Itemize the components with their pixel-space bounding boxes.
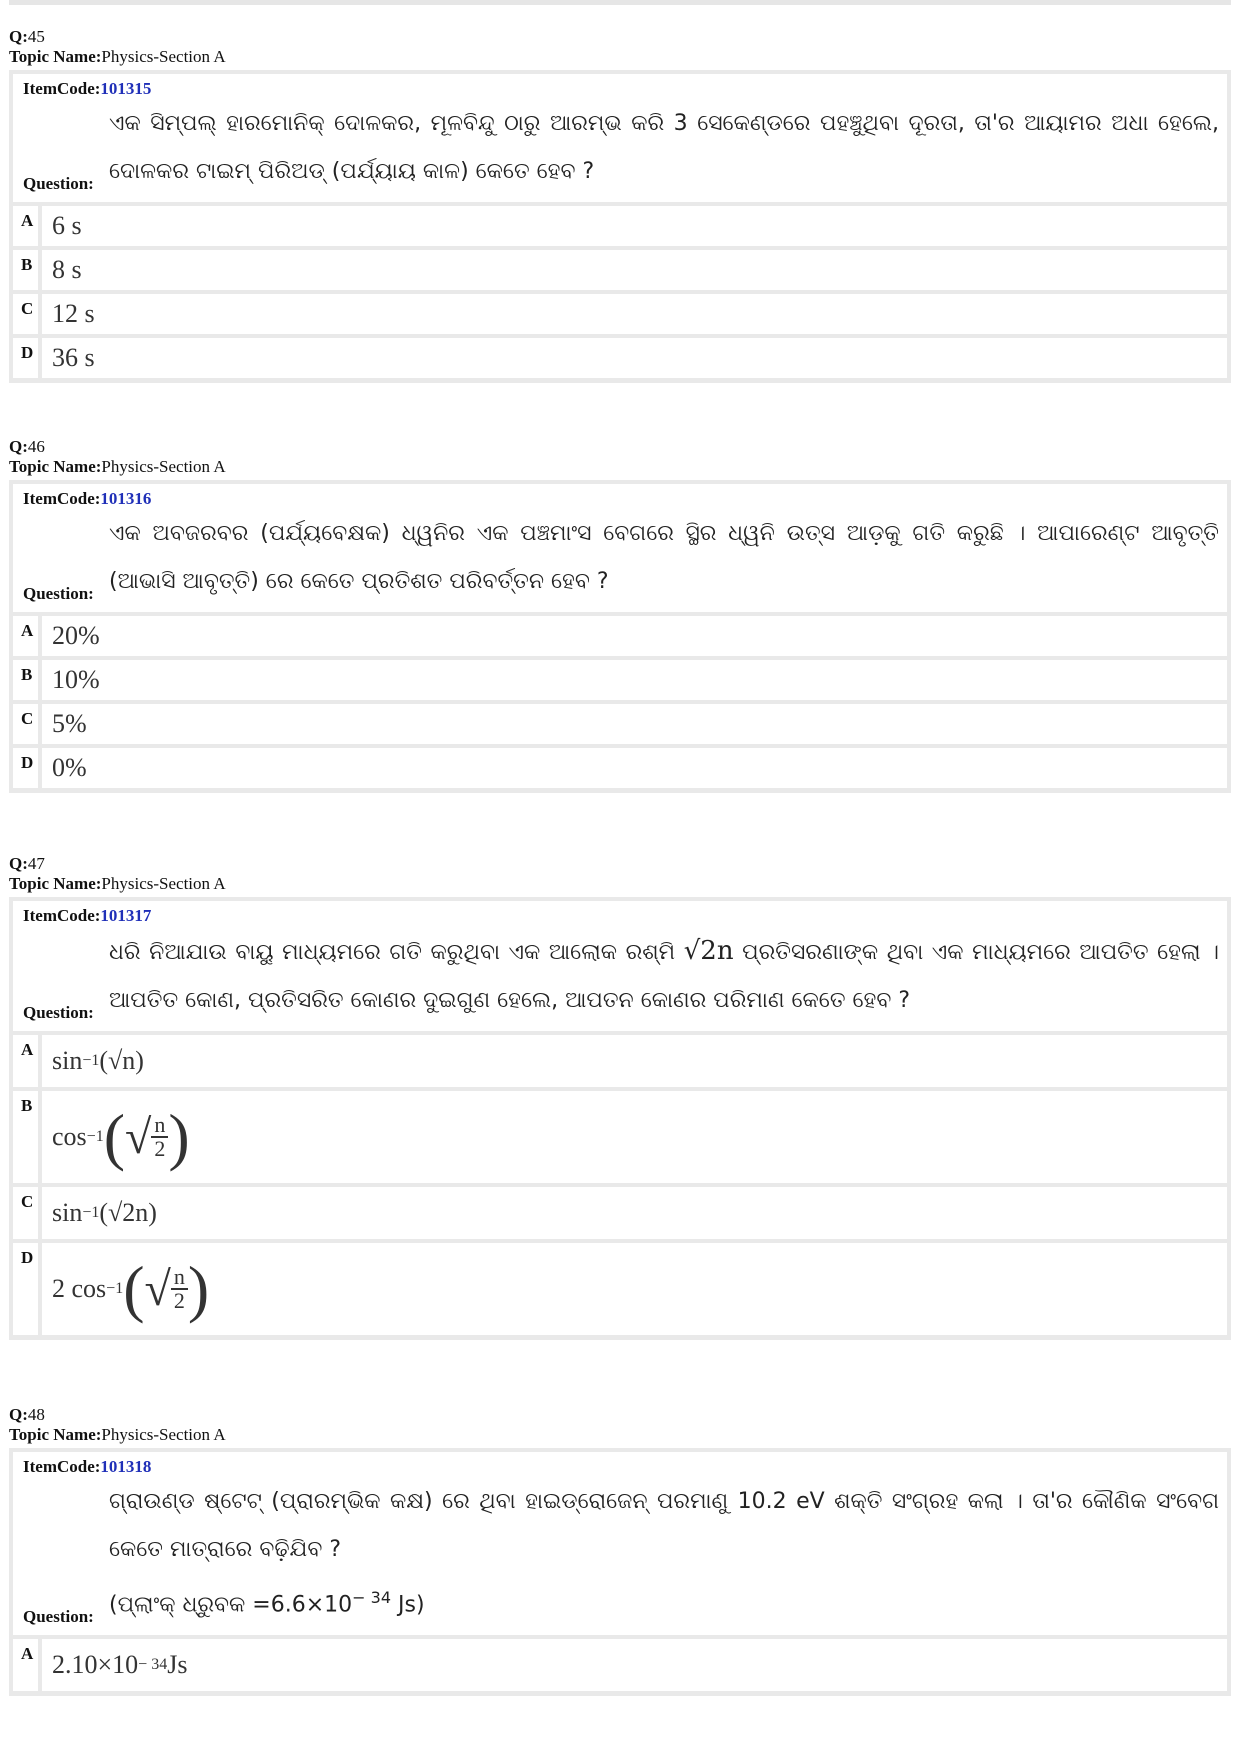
- option-a[interactable]: [13, 1639, 1227, 1691]
- question-text: ଗ୍ରାଉଣ୍ଡ ଷ୍ଟେଟ୍ (ପ୍ରାରମ୍ଭିକ କକ୍ଷ) ରେ ଥିବା ହାଇଡ୍ରୋଜେନ୍ ପରମାଣୁ 10.2 eV ଶକ୍ତି ସଂଗ୍ରହ କଲା । ତା'ର କୌଣିକ ସଂବେଗ କେତେ ମାତ୍ରାରେ ବଢ଼ିଯିବ ? (ପ୍ଲାଂକ୍ ଧ୍ରୁବକ $=6.6\times 10^{- 34}$ Js): [109, 1478, 1219, 1629]
- option-value: 2 cos −1 ( √ $\frac{n}{2}$ ): [52, 1253, 210, 1324]
- option-d[interactable]: [13, 338, 1227, 378]
- question-label: Question:: [23, 174, 94, 193]
- option-a[interactable]: [13, 1035, 1227, 1087]
- refractive-index-expression: √2n: [683, 936, 734, 966]
- item-code: ItemCode:101318: [23, 1457, 152, 1476]
- option-d[interactable]: [13, 1243, 1227, 1335]
- question-stem: [13, 901, 1227, 1031]
- question-label: Question:: [23, 584, 94, 603]
- option-b[interactable]: [13, 660, 1227, 700]
- question-block-45: [9, 27, 1231, 383]
- topic-name: Topic Name:Physics-Section A: [9, 47, 226, 66]
- question-text: ଏକ ସିମ୍ପଲ୍ ହାରମୋନିକ୍ ଦୋଳକର, ମୂଳବିନ୍ଦୁ ଠାରୁ ଆରମ୍ଭ କରି 3 ସେକେଣ୍ଡରେ ପହଞ୍ଚୁଥିବା ଦୂରତା, ତା'ର ଆୟାମର ଅଧା ହେଲେ, ଦୋଳକର ଟାଇମ୍ ପିରିଅଡ୍ (ପର୍ଯ୍ୟାୟ କାଳ) କେତେ ହେବ ?: [109, 111, 1219, 184]
- option-value: 0%: [52, 753, 87, 782]
- option-letter: D: [13, 1243, 42, 1335]
- question-text: ଧରି ନିଆଯାଉ ବାୟୁ ମାଧ୍ୟମରେ ଗତି କରୁଥିବା ଏକ ଆଲୋକ ରଶ୍ମି √2n ପ୍ରତିସରଣାଙ୍କ ଥିବା ଏକ ମାଧ୍ୟମରେ ଆପତିତ ହେଲା । ଆପତିତ କୋଣ, ପ୍ରତିସରିତ କୋଣର ଦୁଇଗୁଣ ହେଲେ, ଆପତନ କୋଣର ପରିମାଣ କେତେ ହେବ ?: [109, 936, 1219, 1013]
- question-panel: [9, 70, 1231, 383]
- option-value: sin −1 (√n): [52, 1046, 144, 1075]
- option-c[interactable]: [13, 704, 1227, 744]
- question-number: Q:47: [9, 854, 45, 873]
- option-value: 10%: [52, 665, 100, 694]
- option-value: 5%: [52, 709, 87, 738]
- option-b[interactable]: [13, 1091, 1227, 1183]
- item-code: ItemCode:101317: [23, 906, 152, 925]
- option-value: cos −1 ( √ $\frac{n}{2}$ ): [52, 1101, 190, 1172]
- option-letter: D: [13, 748, 42, 788]
- option-letter: A: [13, 1639, 42, 1691]
- question-block-47: [9, 854, 1231, 1340]
- option-letter: B: [13, 250, 42, 290]
- option-value: 20%: [52, 621, 100, 650]
- question-stem: [13, 1452, 1227, 1635]
- question-panel: [9, 897, 1231, 1340]
- option-value: sin −1 (√2n): [52, 1198, 157, 1227]
- question-stem: [13, 484, 1227, 612]
- option-d[interactable]: [13, 748, 1227, 788]
- option-letter: D: [13, 338, 42, 378]
- option-b[interactable]: [13, 250, 1227, 290]
- question-panel: [9, 480, 1231, 793]
- planck-constant-note: (ପ୍ଲାଂକ୍ ଧ୍ରୁବକ $=6.6\times 10^{- 34}$ Js): [109, 1588, 425, 1618]
- question-number: Q:45: [9, 27, 45, 46]
- option-value: 8 s: [52, 255, 82, 284]
- fraction: $\frac{n}{2}$: [171, 1266, 188, 1312]
- question-panel: [9, 1448, 1231, 1696]
- option-letter: A: [13, 616, 42, 656]
- option-a[interactable]: [13, 206, 1227, 246]
- fraction: $\frac{n}{2}$: [151, 1114, 168, 1160]
- option-letter: C: [13, 294, 42, 334]
- question-text: ଏକ ଅବଜରବର (ପର୍ଯ୍ୟବେକ୍ଷକ) ଧ୍ୱନିର ଏକ ପଞ୍ଚମାଂସ ବେଗରେ ସ୍ଥିର ଧ୍ୱନି ଉତ୍ସ ଆଡ଼କୁ ଗତି କରୁଛି । ଆପାରେଣ୍ଟ ଆବୃତ୍ତି (ଆଭାସି ଆବୃତ୍ତି) ରେ କେତେ ପ୍ରତିଶତ ପରିବର୍ତ୍ତନ ହେବ ?: [109, 521, 1219, 594]
- question-block-46: [9, 437, 1231, 793]
- option-letter: B: [13, 1091, 42, 1183]
- topic-name: Topic Name:Physics-Section A: [9, 874, 226, 893]
- option-a[interactable]: [13, 616, 1227, 656]
- option-letter: B: [13, 660, 42, 700]
- question-number: Q:46: [9, 437, 45, 456]
- option-value: 6 s: [52, 211, 82, 240]
- question-number: Q:48: [9, 1405, 45, 1424]
- option-c[interactable]: [13, 1187, 1227, 1239]
- topic-name: Topic Name:Physics-Section A: [9, 1425, 226, 1444]
- topic-name: Topic Name:Physics-Section A: [9, 457, 226, 476]
- option-letter: C: [13, 1187, 42, 1239]
- question-label: Question:: [23, 1607, 94, 1627]
- question-block-48: [9, 1405, 1231, 1696]
- item-code: ItemCode:101316: [23, 489, 152, 508]
- option-value: 36 s: [52, 343, 95, 372]
- question-stem: [13, 74, 1227, 202]
- option-letter: A: [13, 1035, 42, 1087]
- question-label: Question:: [23, 1003, 94, 1022]
- option-c[interactable]: [13, 294, 1227, 334]
- option-letter: C: [13, 704, 42, 744]
- top-divider: [9, 0, 1231, 5]
- option-letter: A: [13, 206, 42, 246]
- option-value: 2.10×10 − 34 Js: [52, 1650, 188, 1680]
- item-code: ItemCode:101315: [23, 79, 152, 98]
- option-value: 12 s: [52, 299, 95, 328]
